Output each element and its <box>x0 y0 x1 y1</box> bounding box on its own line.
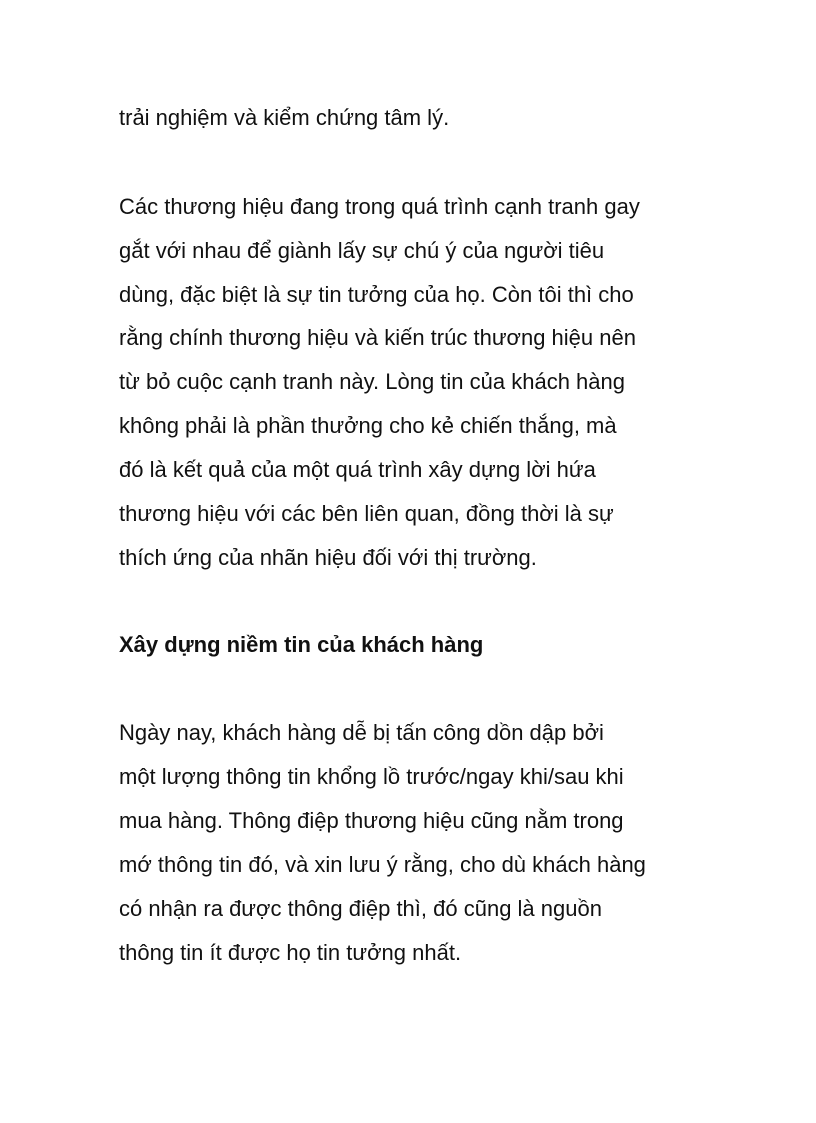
paragraph-3-line-4: mớ thông tin đó, và xin lưu ý rằng, cho dù khách hàng <box>119 852 646 877</box>
paragraph-2-line-5: từ bỏ cuộc cạnh tranh này. Lòng tin của khách hàng <box>119 369 625 394</box>
paragraph-2-line-1: Các thương hiệu đang trong quá trình cạnh tranh gay <box>119 194 640 219</box>
paragraph-3-line-5: có nhận ra được thông điệp thì, đó cũng là nguồn <box>119 896 602 921</box>
section-heading: Xây dựng niềm tin của khách hàng <box>119 632 484 657</box>
paragraph-2-line-3: dùng, đặc biệt là sự tin tưởng của họ. Còn tôi thì cho <box>119 282 634 307</box>
paragraph-3-line-1: Ngày nay, khách hàng dễ bị tấn công dồn dập bởi <box>119 720 604 745</box>
paragraph-2-line-6: không phải là phần thưởng cho kẻ chiến thắng, mà <box>119 413 617 438</box>
paragraph-2-line-8: thương hiệu với các bên liên quan, đồng thời là sự <box>119 501 614 526</box>
paragraph-2-line-7: đó là kết quả của một quá trình xây dựng lời hứa <box>119 457 596 482</box>
paragraph-2-line-4: rằng chính thương hiệu và kiến trúc thương hiệu nên <box>119 325 636 350</box>
paragraph-3-line-2: một lượng thông tin khổng lồ trước/ngay khi/sau khi <box>119 764 624 789</box>
paragraph-2-line-9: thích ứng của nhãn hiệu đối với thị trường. <box>119 545 537 570</box>
paragraph-1-line-1: trải nghiệm và kiểm chứng tâm lý. <box>119 105 450 130</box>
paragraph-2-line-2: gắt với nhau để giành lấy sự chú ý của người tiêu <box>119 238 605 263</box>
paragraph-3-line-3: mua hàng. Thông điệp thương hiệu cũng nằm trong <box>119 808 624 833</box>
paragraph-3-line-6: thông tin ít được họ tin tưởng nhất. <box>119 940 462 965</box>
